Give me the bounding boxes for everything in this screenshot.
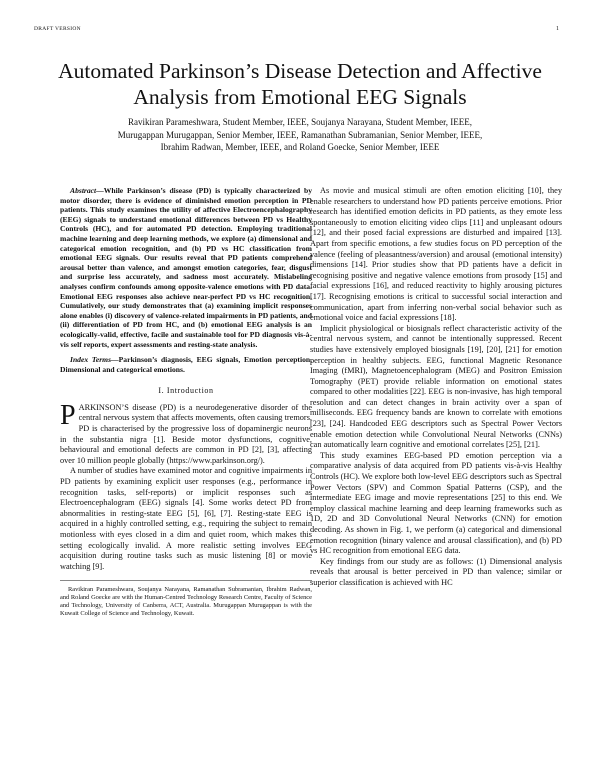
author-line: Ibrahim Radwan, Member, IEEE, and Roland Goecke, Senior Member, IEEE bbox=[160, 142, 440, 152]
intro-paragraph-1-text: ARKINSON’S disease (PD) is a neurodegenerative disorder of the central nervous system that affects movements, often causing tremors. PD is characterised by the progressive loss of dopaminergic neurons in the substantia nigra [1]. Beside motor dysfunctions, cognitive, behavioural and emotional defects are common in PD [2], [3], affecting over 10 million people globally (https://www.parkinson.org/). bbox=[60, 402, 312, 465]
paper-title: Automated Parkinson’s Disease Detection and Affective Analysis from Emotional EEG Signals bbox=[58, 59, 542, 109]
drop-cap: P bbox=[60, 399, 76, 431]
page-number: 1 bbox=[556, 26, 559, 32]
section-heading: I. Introduction bbox=[158, 386, 214, 396]
right-column bbox=[310, 186, 562, 589]
abstract bbox=[60, 186, 312, 349]
abstract-label: Abstract bbox=[70, 186, 97, 195]
body-paragraph: This study examines EEG-based PD emotion perception via a comparative analysis of data acquired from PD patients vis-à-vis Healthy Controls (HC). We explore both low-level EEG descriptors such as Spectral Power Vectors (SPV) and Common Spatial Patterns (CSP), and the intermediate EEG image and movie representations [25] to this end. We employ classical machine learning and deep learning frameworks such as 1D, 2D and 3D Convolutional Neural Networks (CNN) for emotion decoding. As shown in Fig. 1, we perform (a) categorical and dimensional emotion recognition (binary valence and arousal classification), and (b) PD vs HC recognition from emotional EEG data. bbox=[310, 450, 562, 556]
body-paragraph: Implicit physiological or biosignals reflect characteristic activity of the central nervous system, and cannot be intentionally suppressed. Recent studies have extensively employed biosignals [19], [20], [21] for emotion perception in healthy subjects. EEG, functional Magnetic Resonance Imaging (fMRI), Magnetoencephalogram (MEG) and Positron Emission Tomography (PET) provide reliable information on emotional states compared to other modalities [22]. EEG is non-invasive, has high temporal resolution and can detect changes in brain activity over a span of milliseconds. EEG frequency bands are known to correlate with emotions [23], [24]. Handcoded EEG descriptors such as Spectral Power Vectors enable emotion detection while Convolutional Neural Networks (CNNs) can automatically learn cognitive and emotional correlates [25], [21]. bbox=[310, 323, 562, 450]
author-block bbox=[40, 116, 560, 154]
draft-label: DRAFT VERSION bbox=[34, 26, 81, 32]
abstract-text: —While Parkinson’s disease (PD) is typically characterized by motor disorder, there is evidence of diminished emotion perception in PD patients. This study examines the utility of affective Electroencephalography (EEG) signals to understand emotional differences between PD vs Healthy Controls (HC), and for automated PD detection. Employing traditional machine learning and deep learning methods, we explore (a) dimensional and categorical emotion recognition, and (b) PD vs HC classification from emotional EEG signals. Our results reveal that PD patients comprehend arousal better than valence, and amongst emotion categories, fear, disgust and surprise less accurately, and sadness most accurately. Mislabeling analyses confirm confounds among opposite-valence emotions with PD data. Emotional EEG responses also achieve near-perfect PD vs HC recognition. Cumulatively, our study demonstrates that (a) examining implicit responses alone enables (i) discovery of valence-related impairments in PD patients, and (ii) differentiation of PD from HC, and (b) emotional EEG analysis is an ecologically-valid, effective, facile and sustainable tool for PD diagnosis vis-à-vis self reports, expert assessments and resting-state analysis. bbox=[60, 186, 312, 349]
index-terms-label: Index Terms bbox=[70, 355, 112, 365]
author-line: Murugappan Murugappan, Senior Member, IEEE, Ramanathan Subramanian, Senior Member, IEEE, bbox=[117, 129, 483, 140]
author-line: Ravikiran Parameshwara, Student Member, IEEE, Soujanya Narayana, Student Member, IEEE, bbox=[128, 117, 472, 127]
intro-paragraph-1 bbox=[60, 399, 312, 467]
body-paragraph: As movie and musical stimuli are often emotion eliciting [10], they enable researchers to understand how PD patients perceive emotions. Prior research has identified emotion deficits in PD patients, as they emote less spontaneously to emotion eliciting video clips [11] and unpleasant odours [12], and their posed facial expressions are disturbed and impaired [13]. Apart from specific emotions, a few studies focus on PD perception of the valence (feeling of pleasantness/aversion) and arousal (emotional intensity) dimensions [14]. Prior studies show that PD patients have a deficit in recognising positive and negative valence emotions from prosody [15] and facial expressions [16], and reduced reactivity to highly arousing pictures [17]. Recognising emotions is critical to successful social interaction and communication, apart from inferring non-verbal social behavior such as emotional voice and facial expressions [18]. bbox=[310, 186, 562, 323]
left-column bbox=[60, 186, 312, 618]
body-paragraph: Key findings from our study are as follows: (1) Dimensional analysis reveals that arousal is better perceived in PD than valence; similar or superior classification is achieved with HC bbox=[310, 556, 562, 587]
affiliation-footnote: Ravikiran Parameshwara, Soujanya Narayana, Ramanathan Subramanian, Ibrahim Radwan, and Roland Goecke are with the Human-Centred Technology Research Centre, Faculty of Science and Technology, University of Canberra, ACT, Australia. Murugappan Murugappan is with the Kuwait College of Science and Technology, Kuwait. bbox=[60, 580, 312, 618]
index-terms bbox=[60, 355, 312, 374]
intro-paragraph-2: A number of studies have examined motor and cognitive impairments in PD patients by examining explicit user responses (e.g., performance in recognition tasks, self-reports) or implicit responses such as Electroencephalogram (EEG) signals [4]. Some works detect PD from abnormalities in resting-state EEG [5], [6], [7]. Resting-state EEG is acquired in a highly controlled setting, e.g., requiring the subject to remain motionless with eyes closed in a dim and quiet room, which makes this setting ecologically invalid. A more realistic setting involves EEG acquisition during routine tasks such as music listening [8] or movie watching [9]. bbox=[60, 466, 312, 571]
index-terms-text: —Parkinson’s diagnosis, EEG signals, Emotion perception, Dimensional and categorical emotions. bbox=[60, 355, 312, 374]
